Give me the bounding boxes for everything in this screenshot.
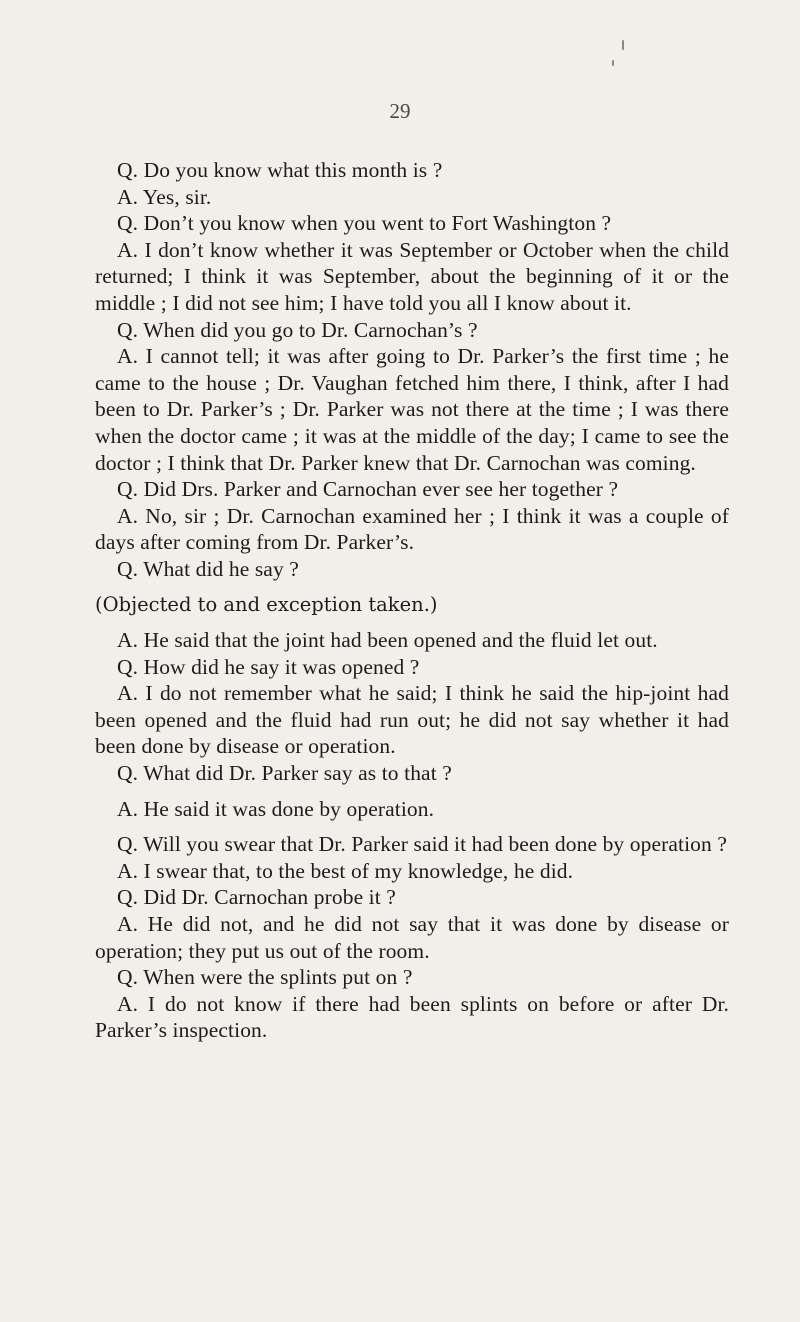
paragraph: A. I swear that, to the best of my knowledge, he did. — [117, 858, 574, 883]
objection-note: (Objected to and exception taken.) — [95, 592, 438, 616]
paragraph: A. I don’t know whether it was September or October when the child returned; I think it was September, about the beginning of it or the middle ; I did not see him; I have told you all I know about it. — [95, 237, 729, 315]
paragraph: Q. Do you know what this month is ? — [117, 158, 443, 182]
paragraph: A. He said that the joint had been opened and the fluid let out. — [117, 628, 658, 653]
paragraph: Q. Did Drs. Parker and Carnochan ever see her together ? — [117, 477, 619, 502]
paragraph: Q. What did he say ? — [117, 556, 299, 581]
paragraph: A. Yes, sir. — [117, 184, 212, 209]
paragraph: Q. When did you go to Dr. Carnochan’s ? — [117, 317, 478, 342]
paragraph: A. I do not know if there had been splints on before or after Dr. Parker’s inspection. — [95, 991, 729, 1043]
body-text — [95, 157, 729, 1044]
paragraph: A. He said it was done by operation. — [117, 796, 435, 821]
paragraph: Q. How did he say it was opened ? — [117, 654, 420, 679]
page-number: 29 — [389, 99, 411, 123]
paragraph: Q. Don’t you know when you went to Fort Washington ? — [117, 211, 612, 236]
paragraph: Q. Will you swear that Dr. Parker said it had been done by operation ? — [117, 832, 727, 857]
paragraph: A. I do not remember what he said; I think he said the hip-joint had been opened and the fluid had run out; he did not say whether it had been done by disease or operation. — [95, 681, 729, 759]
ink-speck — [612, 60, 614, 66]
paragraph: A. He did not, and he did not say that it was done by disease or operation; they put us out of the room. — [95, 912, 729, 963]
paragraph: A. I cannot tell; it was after going to Dr. Parker’s the first time ; he came to the house ; Dr. Vaughan fetched him there, I think, after I had been to Dr. Parker’s ; Dr. Parker was not there at the time ; I was there when the doctor came ; it was at the middle of the day; I came to see the doctor ; I think that Dr. Parker knew that Dr. Carnochan was coming. — [95, 344, 729, 475]
paragraph: Q. What did Dr. Parker say as to that ? — [117, 761, 452, 786]
ink-speck — [622, 40, 624, 50]
paragraph: Q. When were the splints put on ? — [117, 965, 413, 990]
paragraph: A. No, sir ; Dr. Carnochan examined her ; I think it was a couple of days after coming from Dr. Parker’s. — [95, 503, 729, 555]
paragraph: Q. Did Dr. Carnochan probe it ? — [117, 885, 396, 910]
